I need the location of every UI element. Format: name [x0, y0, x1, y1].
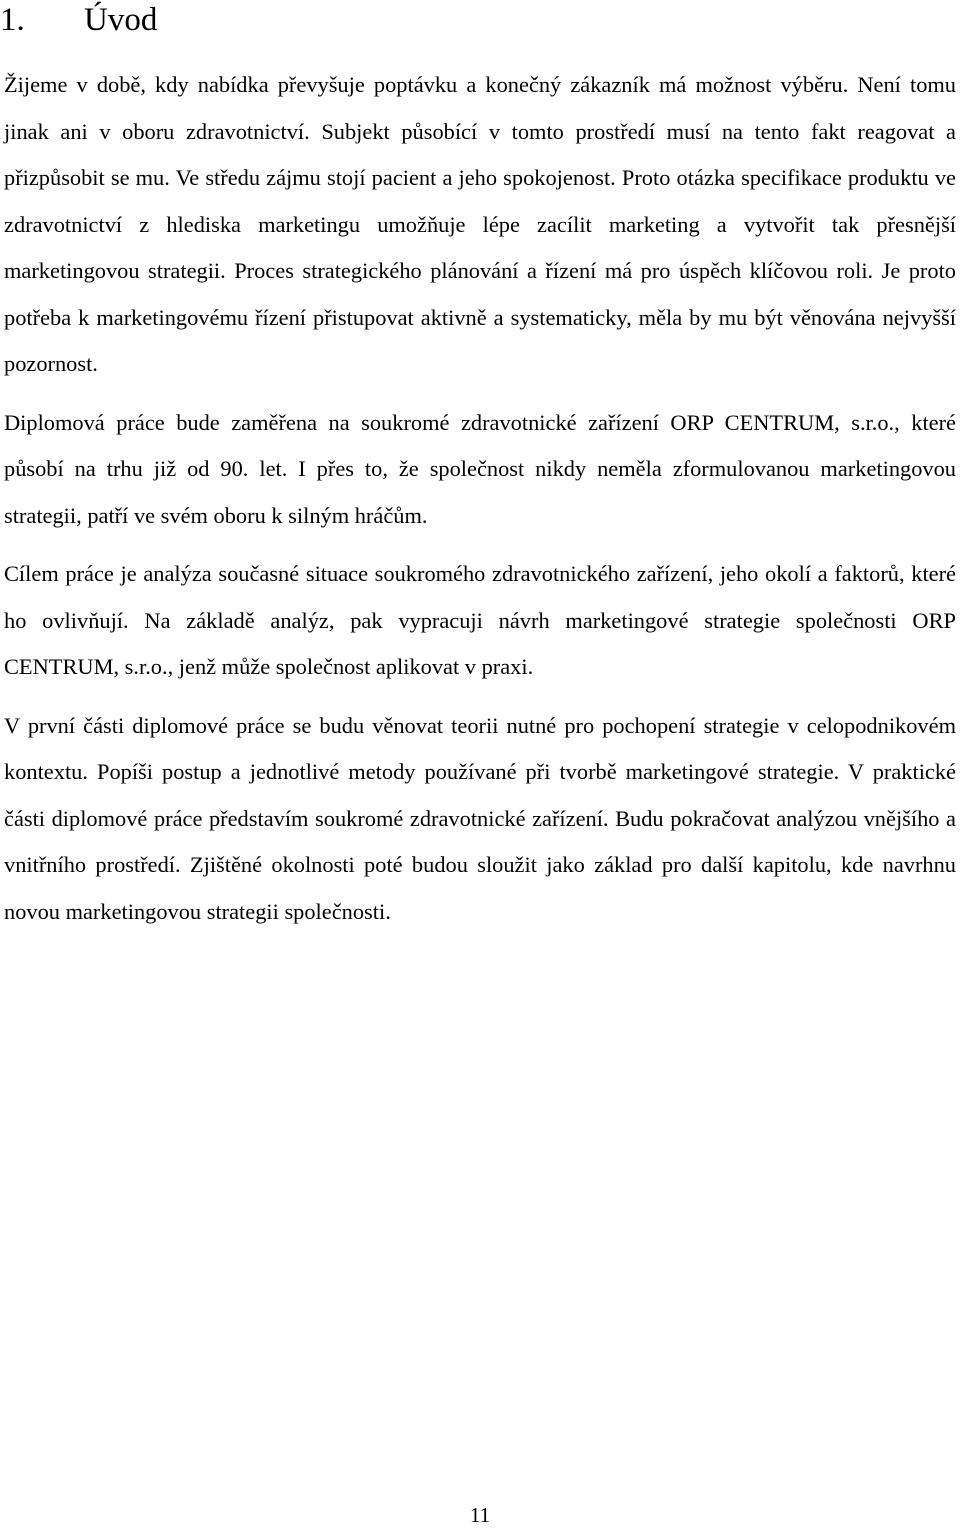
- paragraph-intro: Žijeme v době, kdy nabídka převyšuje poptávku a konečný zákazník má možnost výběru. Není tomu jinak ani v oboru zdravotnictví. Subjekt působící v tomto prostředí musí na tento fakt reagovat a přizpůsobit se mu. Ve středu zájmu stojí pacient a jeho spokojenost. Proto otázka specifikace produktu ve zdravotnictví z hlediska marketingu umožňuje lépe zacílit marketing a vytvořit tak přesnější marketingovou strategii. Proces strategického plánování a řízení má pro úspěch klíčovou roli. Je proto potřeba k marketingovému řízení přistupovat aktivně a systematicky, měla by mu být věnována nejvyšší pozornost.: [4, 72, 956, 376]
- page-title: [0, 0, 157, 42]
- body-text: [4, 62, 956, 947]
- paragraph-company: Diplomová práce bude zaměřena na soukromé zdravotnické zařízení ORP CENTRUM, s.r.o., které působí na trhu již od 90. let. I přes to, že společnost nikdy neměla zformulovanou marketingovou strategii, patří ve svém oboru k silným hráčům.: [4, 409, 956, 528]
- section-title: Úvod: [84, 2, 158, 38]
- section-number: 1.: [0, 2, 25, 38]
- paragraph-structure: V první části diplomové práce se budu věnovat teorii nutné pro pochopení strategie v celopodnikovém kontextu. Popíši postup a jednotlivé metody používané při tvorbě marketingové strategie. V praktické části diplomové práce představím soukromé zdravotnické zařízení. Budu pokračovat analýzou vnějšího a vnitřního prostředí. Zjištěné okolnosti poté budou sloužit jako základ pro další kapitolu, kde navrhnu novou marketingovou strategii společnosti.: [4, 712, 956, 924]
- paragraph-goal: Cílem práce je analýza současné situace soukromého zdravotnického zařízení, jeho okolí a faktorů, které ho ovlivňují. Na základě analýz, pak vypracuji návrh marketingové strategie společnosti ORP CENTRUM, s.r.o., jenž může společnost aplikovat v praxi.: [4, 561, 956, 679]
- page-number: 11: [469, 1503, 491, 1527]
